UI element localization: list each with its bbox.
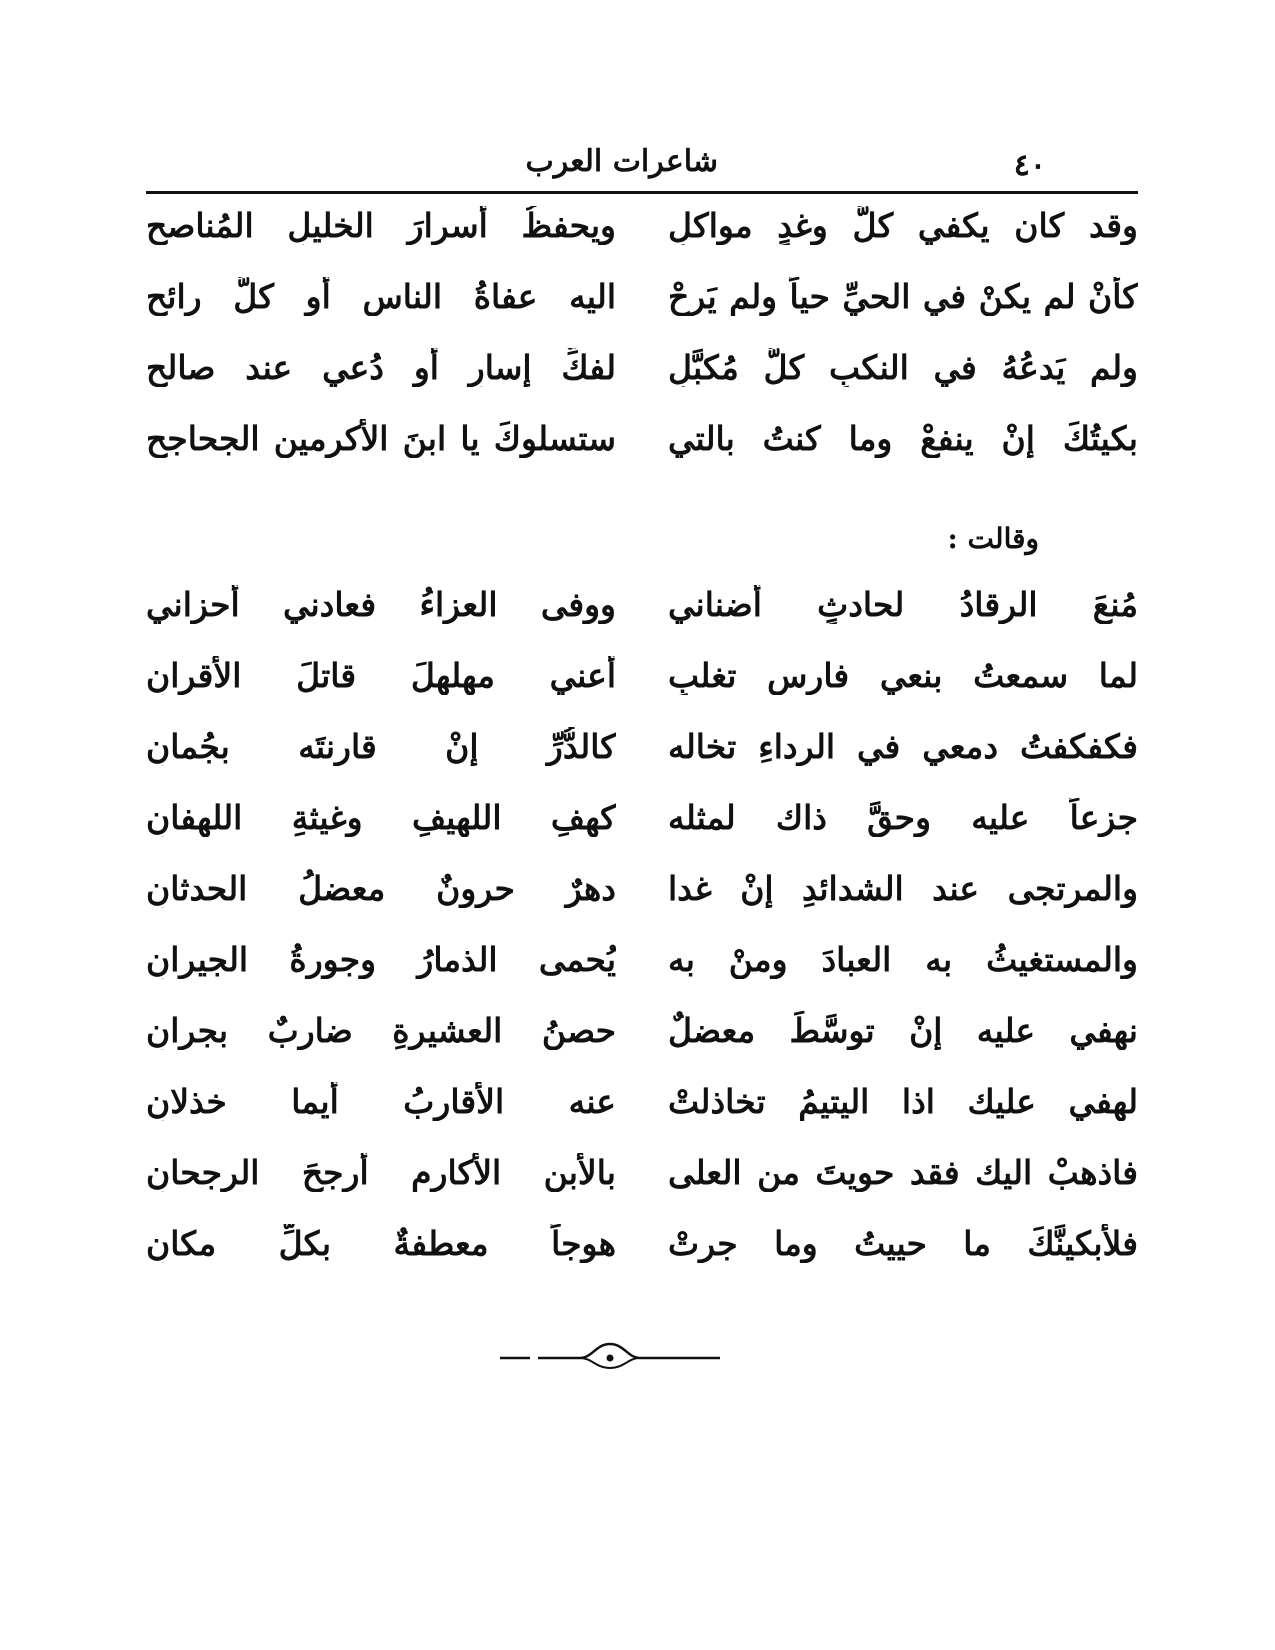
verse-second-hemistich: حصنُ العشيرةِ ضاربٌ بجرانِ (146, 1011, 616, 1050)
verse-first-hemistich: والمرتجى عند الشدائدِ إنْ غدا (668, 869, 1138, 908)
verse (146, 1011, 1138, 1082)
poem-intro: وقالت : (947, 522, 1039, 555)
verse-first-hemistich: كأنْ لم يكنْ في الحيِّ حياً ولم يَرحْ (668, 277, 1138, 316)
verse-second-hemistich: اليه عفاةُ الناسِ أو كلُّ رائحِ (146, 277, 616, 316)
verse-first-hemistich: بكيتُكَ إنْ ينفعْ وما كنتُ بالتي (668, 419, 1138, 458)
verse (146, 656, 1138, 727)
verse-second-hemistich: دهرٌ حرونٌ معضلُ الحدثانِ (146, 869, 616, 908)
header-rule (146, 191, 1138, 194)
verse (146, 798, 1138, 869)
page-header (146, 140, 1138, 188)
verse-first-hemistich: وقد كان يكفي كلَّ وغدٍ مواكلٍ (668, 206, 1138, 245)
verse (146, 869, 1138, 940)
verse-second-hemistich: هوجاً معطفةٌ بكلِّ مكانِ (146, 1224, 616, 1263)
verse-second-hemistich: لفكِّ إسارٍ أو دُعي عند صالحِ (146, 348, 616, 387)
verse (146, 727, 1138, 798)
ornament-center-dot (607, 1355, 614, 1362)
verse (146, 277, 1138, 348)
verse (146, 206, 1138, 277)
verse-first-hemistich: فلأبكينَّكَ ما حييتُ وما جرتْ (668, 1224, 1138, 1263)
verse-second-hemistich: بالأبنِ الأكارمِ أرجحَ الرجحانِ (146, 1153, 616, 1192)
verse (146, 1082, 1138, 1153)
verse-second-hemistich: يُحمى الذمارُ وجورةُ الجيرانِ (146, 940, 616, 979)
verse-first-hemistich: ولم يَدعُهُ في النكبِ كلُّ مُكبَّلٍ (668, 348, 1138, 387)
verse-first-hemistich: نهفي عليه إنْ توسَّطَ معضلٌ (668, 1011, 1138, 1050)
verse (146, 1224, 1138, 1295)
verse-second-hemistich: ووفى العزاءُ فعادني أحزاني (146, 585, 616, 624)
verse (146, 940, 1138, 1011)
verse-first-hemistich: لما سمعتُ بنعي فارسِ تغلبٍ (668, 656, 1138, 695)
verse-second-hemistich: أعني مهلهلَ قاتلَ الأقرانِ (146, 656, 616, 695)
verse-second-hemistich: ويحفظُ أسرارَ الخليلِ المُناصحِ (146, 206, 616, 245)
running-title: شاعرات العرب (525, 144, 718, 179)
end-ornament (500, 1334, 720, 1374)
verse-first-hemistich: فكفكفتُ دمعي في الرداءِ تخاله (668, 727, 1138, 766)
poem-first (146, 206, 1138, 490)
verse-second-hemistich: كالدُّرِّ إنْ قارنتَه بجُمانِ (146, 727, 616, 766)
verse-second-hemistich: كهفِ اللهيفِ وغيثةِ اللهفانِ (146, 798, 616, 837)
verse (146, 348, 1138, 419)
verse-second-hemistich: ستسلوكَ يا ابنَ الأكرمين الجحاجحِ (146, 419, 616, 458)
verse-first-hemistich: والمستغيثُ به العبادَ ومنْ به (668, 940, 1138, 979)
verse (146, 585, 1138, 656)
page-number: ٤٠ (1013, 148, 1046, 183)
verse-first-hemistich: جزعاً عليه وحقَّ ذاك لمثله (668, 798, 1138, 837)
poem-second (146, 585, 1138, 1295)
verse-first-hemistich: لهفي عليك اذا اليتيمُ تخاذلتْ (668, 1082, 1138, 1121)
verse-second-hemistich: عنه الأقاربُ أيما خذلانِ (146, 1082, 616, 1121)
verse (146, 419, 1138, 490)
verse (146, 1153, 1138, 1224)
verse-first-hemistich: فاذهبْ اليك فقد حويتَ من العلى (668, 1153, 1138, 1192)
ornament-swash (538, 1344, 720, 1358)
verse-first-hemistich: مُنعَ الرقادُ لحادثٍ أضناني (668, 585, 1138, 624)
